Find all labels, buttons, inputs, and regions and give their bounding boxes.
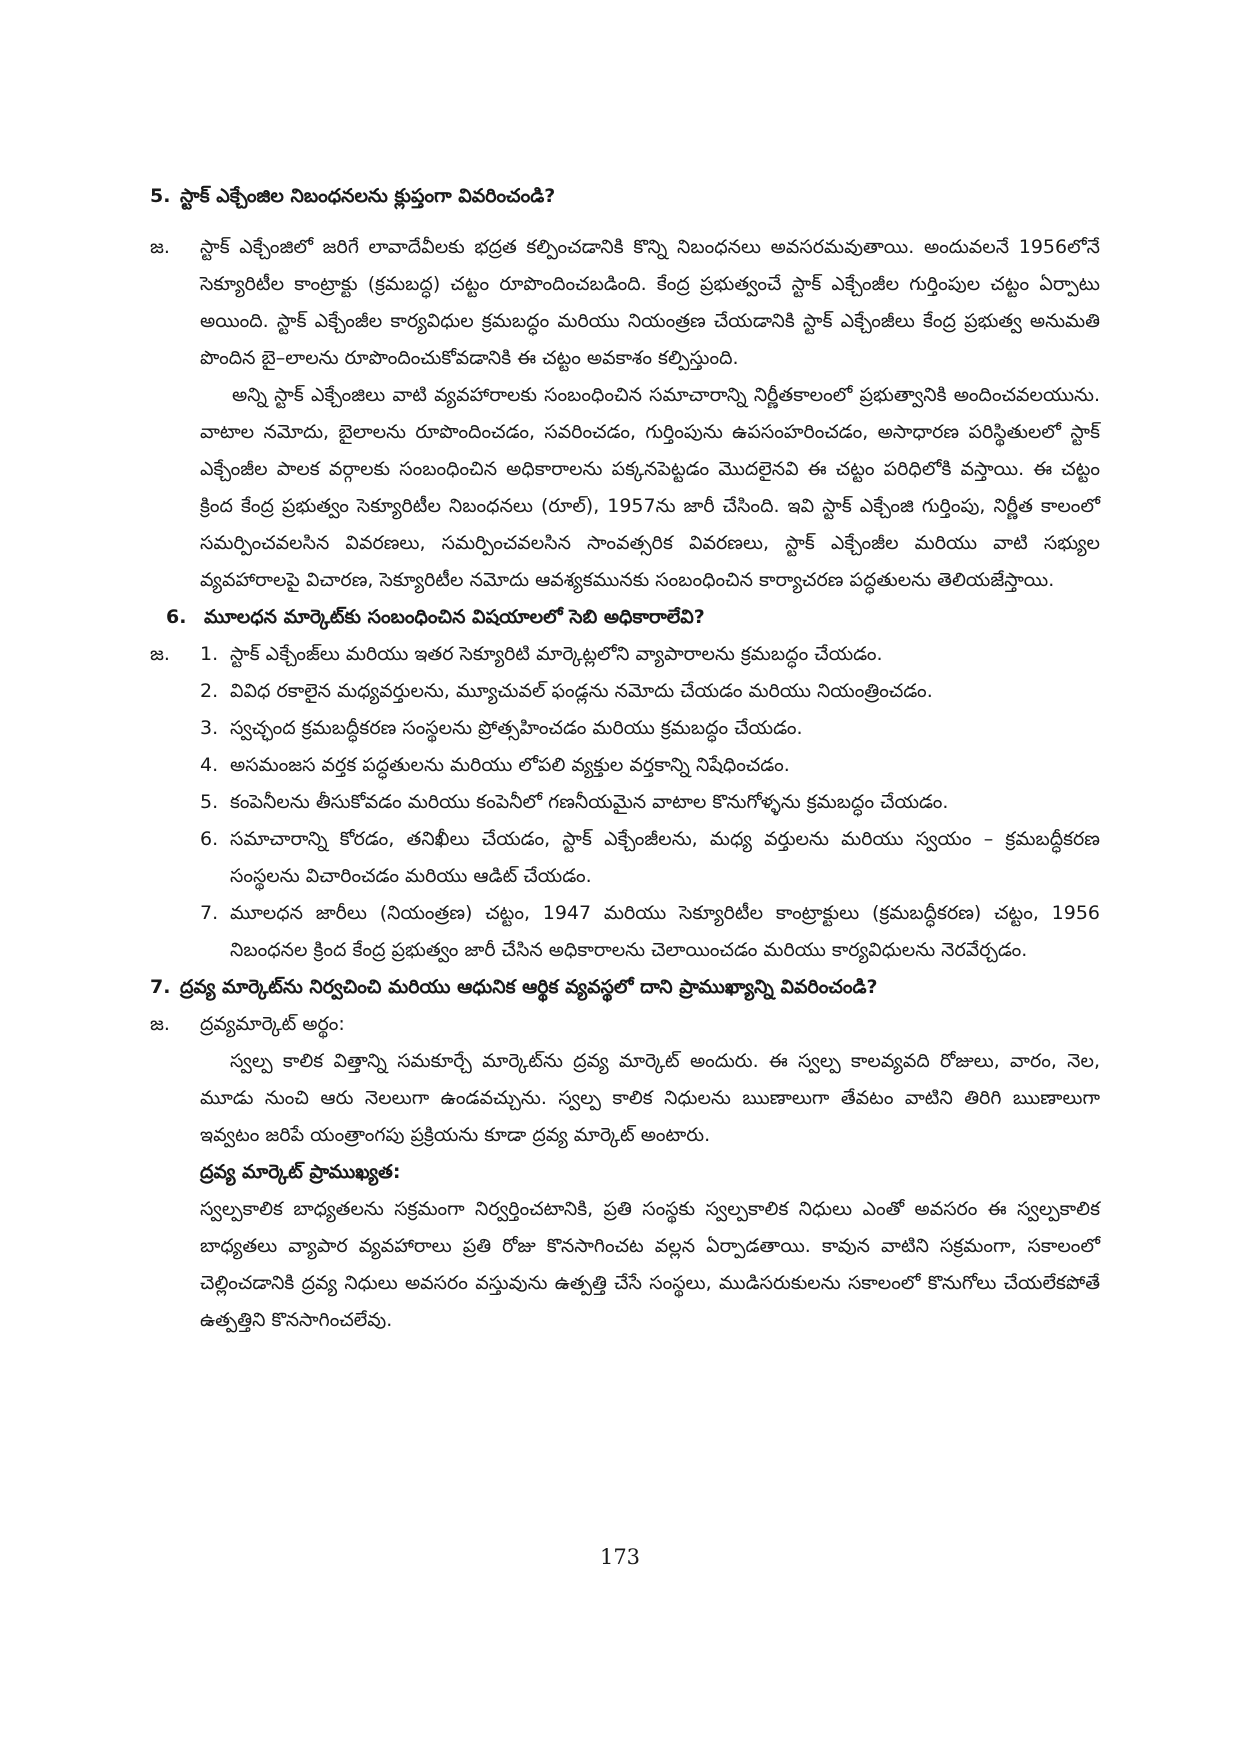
question-6	[150, 599, 1100, 636]
question-5	[150, 178, 1100, 215]
question-number: 7.	[150, 976, 171, 998]
list-item: 1. స్టాక్ ఎక్చేంజ్‌లు మరియు ఇతర సెక్యూరిటి మార్కెట్లలోని వ్యాపారాలను క్రమబద్ధం చేయడం.	[200, 643, 883, 665]
importance-paragraph: స్వల్పకాలిక బాధ్యతలను సక్రమంగా నిర్వర్తించటానికి, ప్రతి సంస్థకు స్వల్పకాలిక నిధులు ఎంతో అవసరం ఈ స్వల్పకాలిక బాధ్యతలు వ్యాపార వ్యవహారాలు ప్రతి రోజు కొనసాగించట వల్లన ఏర్పాడతాయి. కావున వాటిని సక్రమంగా, సకాలంలో చెల్లించడానికి ద్రవ్య నిధులు అవసరం వస్తువును ఉత్పత్తి చేసే సంస్థలు, ముడిసరుకులను సకాలంలో కొనుగోలు చేయలేకపోతే ఉత్పత్తిని కొనసాగించలేవు.	[200, 1198, 1100, 1331]
question-number: 6.	[166, 606, 187, 628]
question-text: మూలధన మార్కెట్‌కు సంబంధించిన విషయాలలో సెబి అధికారాలేవి?	[204, 606, 705, 628]
answer-paragraph: అన్ని స్టాక్ ఎక్చేంజిలు వాటి వ్యవహారాలకు సంబంధించిన సమాచారాన్ని నిర్ణీతకాలంలో ప్రభుత్వానికి అందించవలయును. వాటాల నమోదు, బైలాలను రూపొందించడం, సవరించడం, గుర్తింపును ఉపసంహరించడం, అసాధారణ పరిస్థితులలో స్టాక్ ఎక్చేంజీల పాలక వర్గాలకు సంబంధించిన అధికారాలను పక్కనపెట్టడం మొదలైనవి ఈ చట్టం పరిధిలోకి వస్తాయి. ఈ చట్టం క్రింద కేంద్ర ప్రభుత్వం సెక్యూరిటీల నిబంధనలు (రూల్), 1957ను జారీ చేసింది. ఇవి స్టాక్ ఎక్చేంజి గుర్తింపు, నిర్ణీత కాలంలో సమర్పించవలసిన వివరణలు, సమర్పించవలసిన సాంవత్సరిక వివరణలు, స్టాక్ ఎక్చేంజీల మరియు వాటి సభ్యుల వ్యవహారాలపై విచారణ, సెక్యూరిటీల నమోదు ఆవశ్యకమునకు సంబంధించిన కార్యాచరణ పద్ధతులను తెలియజేస్తాయి.	[200, 384, 1100, 591]
question-text: ద్రవ్య మార్కెట్‌ను నిర్వచించి మరియు ఆధునిక ఆర్థిక వ్యవస్థలో దాని ప్రాముఖ్యాన్ని వివరించండి?	[180, 976, 878, 998]
list-item: 2. వివిధ రకాలైన మధ్యవర్తులను, మ్యూచువల్ ఫండ్లను నమోదు చేయడం మరియు నియంత్రించడం.	[200, 680, 933, 702]
meaning-label: ద్రవ్యమార్కెట్ అర్థం:	[200, 1013, 345, 1035]
powers-list	[200, 636, 1100, 969]
meaning-paragraph: స్వల్ప కాలిక విత్తాన్ని సమకూర్చే మార్కెట్‌ను ద్రవ్య మార్కెట్ అందురు. ఈ స్వల్ప కాలవ్యవది రోజులు, వారం, నెల, మూడు నుంచి ఆరు నెలలుగా ఉండవచ్చును. స్వల్ప కాలిక నిధులను ఋణాలుగా తేవటం వాటిని తిరిగి ఋణాలుగా ఇవ్వటం జరిపే యంత్రాంగపు ప్రక్రియను కూడా ద్రవ్య మార్కెట్ అంటారు.	[200, 1050, 1100, 1146]
list-item: 7. మూలధన జారీలు (నియంత్రణ) చట్టం, 1947 మరియు సెక్యూరిటీల కాంట్రాక్టులు (క్రమబద్ధీకరణ) చట్టం, 1956 నిబంధనల క్రింద కేంద్ర ప్రభుత్వం జారీ చేసిన అధికారాలను చెలాయించడం మరియు కార్యవిధులను నెరవేర్చడం.	[200, 902, 1100, 961]
page-content	[150, 178, 1100, 1339]
question-7	[150, 969, 1100, 1006]
answer-paragraph: స్టాక్ ఎక్చేంజిలో జరిగే లావాదేవీలకు భద్రత కల్పించడానికి కొన్ని నిబంధనలు అవసరమవుతాయి. అందువలనే 1956లోనే సెక్యూరిటీల కాంట్రాక్టు (క్రమబద్ధ) చట్టం రూపొందించబడింది. కేంద్ర ప్రభుత్వంచే స్టాక్ ఎక్చేంజీల గుర్తింపుల చట్టం ఏర్పాటు అయింది. స్టాక్ ఎక్చేంజీల కార్యవిధుల క్రమబద్ధం మరియు నియంత్రణ చేయడానికి స్టాక్ ఎక్చేంజీలు కేంద్ర ప్రభుత్వ అనుమతి పొందిన బై–లాలను రూపొందించుకోవడానికి ఈ చట్టం అవకాశం కల్పిస్తుంది.	[200, 236, 1100, 369]
answer-marker: జ.	[150, 643, 170, 665]
answer-marker: జ.	[150, 1013, 170, 1035]
answer-7	[150, 1006, 1100, 1043]
question-text: స్టాక్ ఎక్చేంజిల నిబంధనలను క్లుప్తంగా వివరించండి?	[180, 185, 556, 207]
list-item: 6. సమాచారాన్ని కోరడం, తనిఖీలు చేయడం, స్టాక్ ఎక్చేంజీలను, మధ్య వర్తులను మరియు స్వయం – క్రమబద్ధీకరణ సంస్థలను విచారించడం మరియు ఆడిట్ చేయడం.	[200, 828, 1100, 887]
question-number: 5.	[150, 185, 171, 207]
list-item: 5. కంపెనీలను తీసుకోవడం మరియు కంపెనీలో గణనీయమైన వాటాల కొనుగోళ్ళను క్రమబద్ధం చేయడం.	[200, 791, 949, 813]
answer-marker: జ.	[150, 236, 170, 258]
list-item: 3. స్వచ్ఛంద క్రమబద్ధీకరణ సంస్థలను ప్రోత్సహించడం మరియు క్రమబద్ధం చేయడం.	[200, 717, 803, 739]
importance-heading: ద్రవ్య మార్కెట్ ప్రాముఖ్యత:	[200, 1161, 401, 1183]
list-item: 4. అసమంజస వర్తక పద్ధతులను మరియు లోపలి వ్యక్తుల వర్తకాన్ని నిషేధించడం.	[200, 754, 790, 776]
answer-5	[150, 229, 1100, 377]
answer-6	[150, 636, 1100, 969]
page-number: 173	[599, 1545, 641, 1569]
